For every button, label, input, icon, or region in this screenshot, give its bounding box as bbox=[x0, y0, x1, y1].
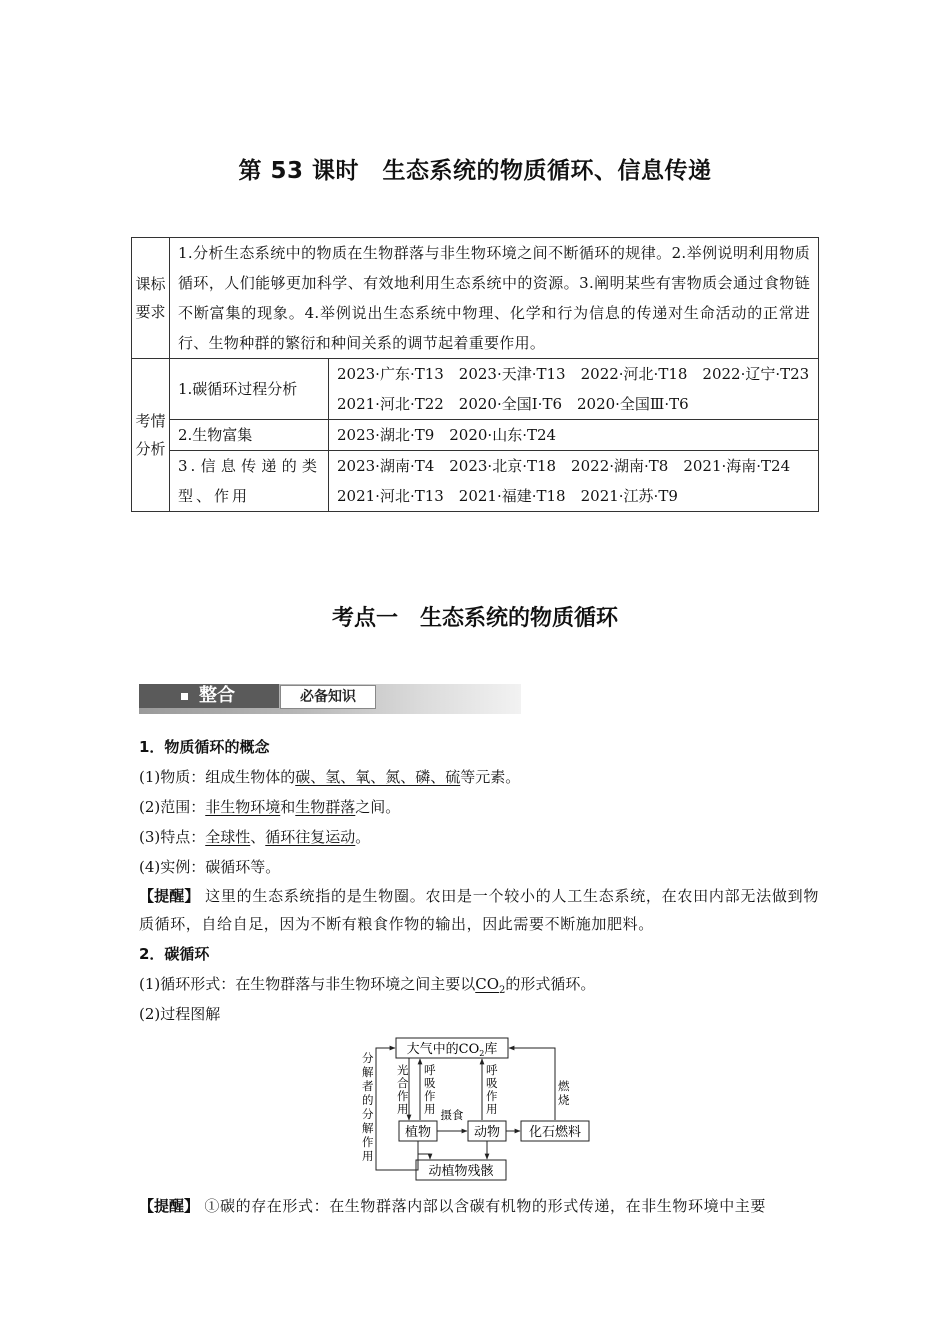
knowledge-banner bbox=[139, 684, 521, 714]
content bbox=[139, 732, 819, 1029]
exam-refs: 2023·湖南·T4 2023·北京·T18 2022·湖南·T8 2021·海南·T24 2021·河北·T13 2021·福建·T18 2021·江苏·T9 bbox=[329, 451, 819, 512]
exam-refs: 2023·广东·T13 2023·天津·T13 2022·河北·T18 2022·辽宁·T23 2021·河北·T22 2020·全国Ⅰ·T6 2020·全国Ⅲ·T6 bbox=[329, 359, 819, 420]
tip-paragraph: 【提醒】 这里的生态系统指的是生物圈。农田是一个较小的人工生态系统，在农田内部无法做到物质循环，自给自足，因为不断有粮食作物的输出，因此需要不断施加肥料。 bbox=[139, 887, 819, 933]
animal-respiration-label: 呼吸作用 bbox=[486, 1063, 498, 1116]
atmosphere-label: 大气中的$CO_2$库 bbox=[406, 1042, 498, 1058]
exam-refs: 2023·湖北·T9 2020·山东·T24 bbox=[329, 420, 819, 451]
concept-example: (4)实例：碳循环等。 bbox=[139, 858, 281, 876]
exam-topic: 1.碳循环过程分析 bbox=[170, 359, 329, 420]
animals-label: 动物 bbox=[473, 1125, 501, 1140]
carbon-cycle-diagram bbox=[358, 1036, 598, 1184]
concept-heading: 1．物质循环的概念 bbox=[139, 738, 270, 756]
remains-label: 动植物残骸 bbox=[428, 1164, 494, 1179]
tip-label: 【提醒】 bbox=[139, 887, 200, 905]
section-title: 考点一 生态系统的物质循环 bbox=[331, 606, 618, 631]
combustion-arrow bbox=[509, 1048, 555, 1120]
plants-to-remains-arrow bbox=[418, 1141, 430, 1159]
ingestion-label: 摄食 bbox=[440, 1108, 464, 1122]
curriculum-text: 1.分析生态系统中的物质在生物群落与非生物环境之间不断循环的规律。2.举例说明利用物质循环，人们能够更加科学、有效地利用生态系统中的资源。3.阐明某些有害物质会通过食物链不断富集的现象。4.举例说出生态系统中物理、化学和行为信息的传递对生命活动的正常进行、生物种群的繁衍和种间关系的调节起着重要作用。 bbox=[170, 238, 819, 359]
carbon-process: (2)过程图解 bbox=[139, 1005, 221, 1023]
fossil-fuel-label: 化石燃料 bbox=[528, 1125, 582, 1140]
banner-main: 整合 bbox=[139, 684, 279, 708]
combustion-label: 燃烧 bbox=[558, 1079, 570, 1107]
curriculum-label: 课标 要求 bbox=[132, 238, 170, 359]
carbon-form: (1)循环形式：在生物群落与非生物环境之间主要以$CO_2$的形式循环。 bbox=[139, 975, 596, 996]
plants-label: 植物 bbox=[404, 1125, 432, 1140]
exam-topic: 3.信息传递的类型、作用 bbox=[170, 451, 329, 512]
concept-range: (2)范围：非生物环境和生物群落之间。 bbox=[139, 798, 401, 816]
concept-matter: (1)物质：组成生物体的碳、氢、氧、氮、磷、硫等元素。 bbox=[139, 768, 521, 786]
exam-topic: 2.生物富集 bbox=[170, 420, 329, 451]
carbon-heading: 2．碳循环 bbox=[139, 945, 210, 963]
banner-tag: 必备知识 bbox=[280, 685, 376, 709]
photosynthesis-label: 光合作用 bbox=[397, 1063, 409, 1116]
concept-feature: (3)特点：全球性、循环往复运动。 bbox=[139, 828, 371, 846]
tip2-paragraph: 【提醒】 ①碳的存在形式：在生物群落内部以含碳有机物的形式传递，在非生物环境中主要 bbox=[139, 1197, 766, 1215]
decomposition-label: 分解者的分解作用 bbox=[362, 1051, 374, 1163]
tip2-label: 【提醒】 bbox=[139, 1197, 200, 1215]
plant-respiration-label: 呼吸作用 bbox=[424, 1063, 436, 1116]
exam-label: 考情 分析 bbox=[132, 359, 170, 512]
square-bullet-icon bbox=[181, 693, 188, 700]
page-title: 第 53 课时 生态系统的物质循环、信息传递 bbox=[238, 158, 712, 184]
requirements-table bbox=[131, 237, 825, 512]
decomposition-arrow bbox=[376, 1048, 416, 1170]
